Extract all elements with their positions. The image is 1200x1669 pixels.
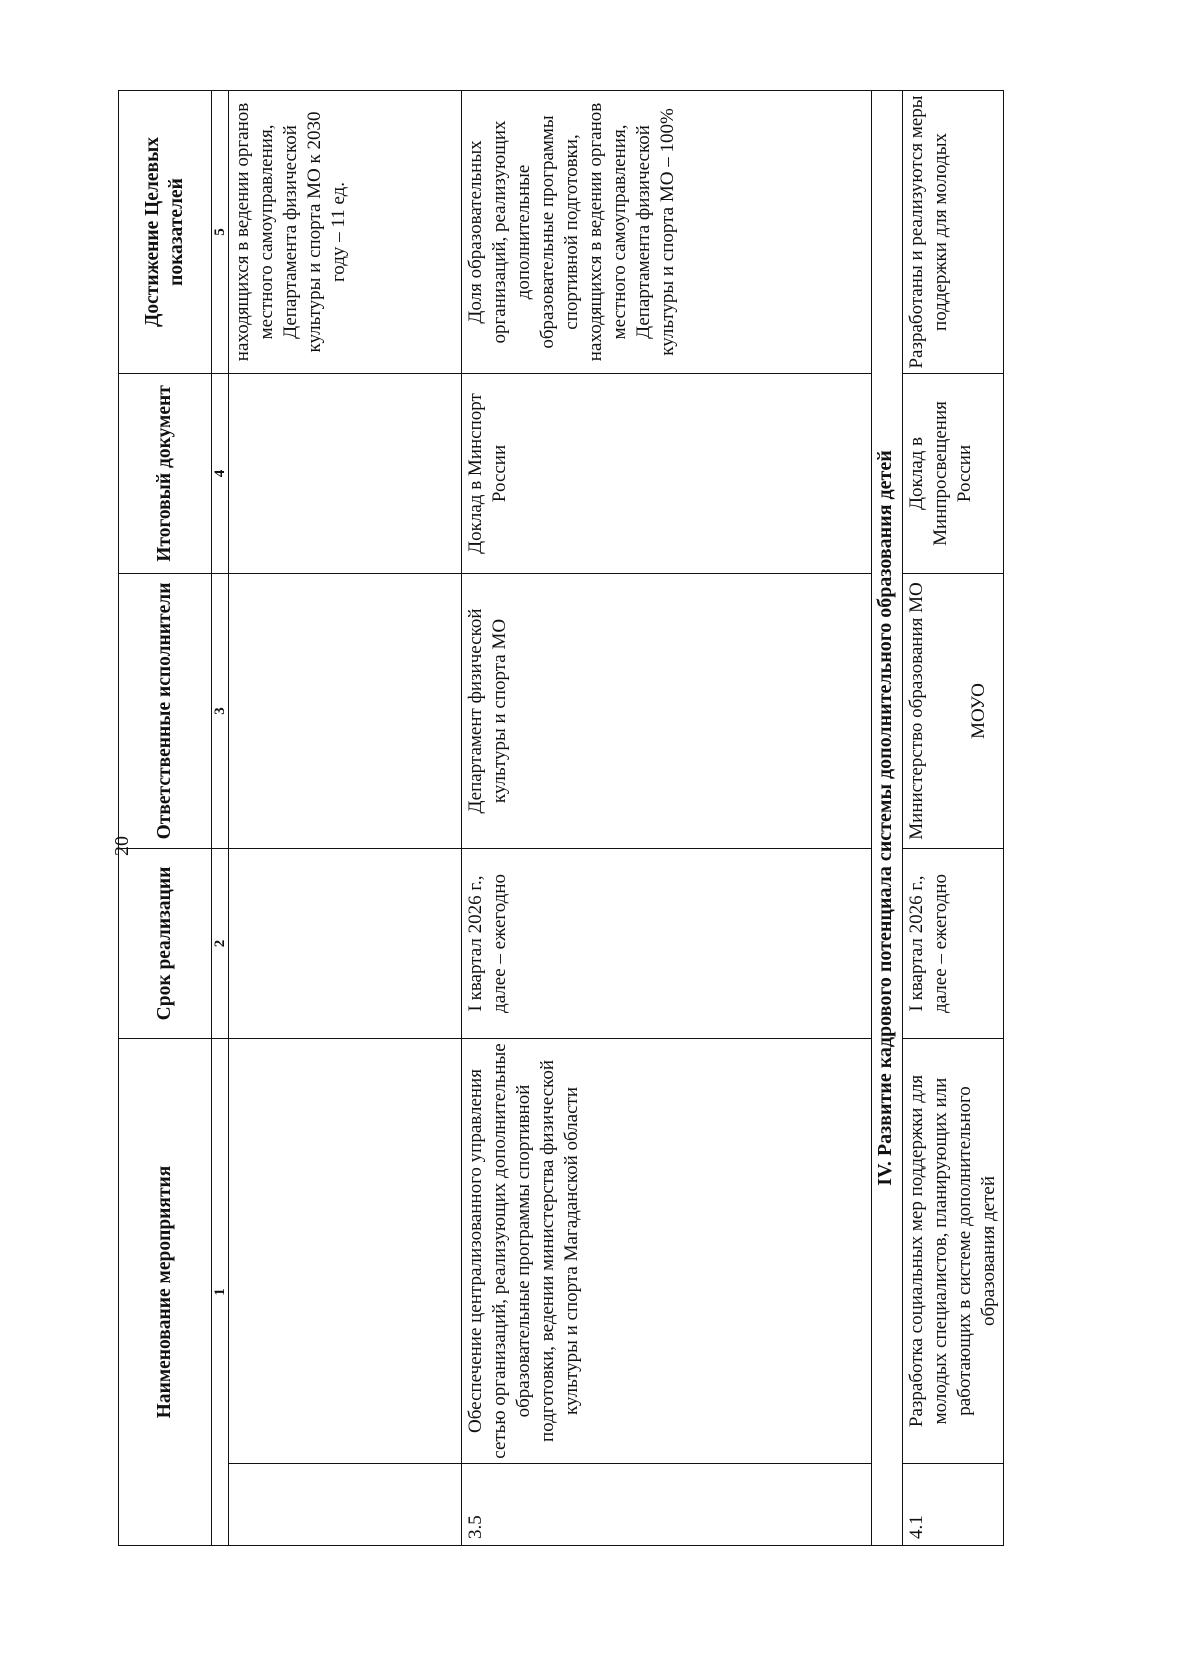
- row-number-cell: [229, 1464, 462, 1546]
- achievement-cell: Доля образовательных организаций, реализующих дополнительные образовательные программы спортивной подготовки, находящихся в ведении органов местного самоуправления, Департамента физической культуры и спорта МО – 100%: [462, 90, 872, 373]
- executors-cell: [229, 573, 462, 848]
- header-achievement: Достижение Целевых показателей: [119, 90, 212, 373]
- term-cell: I квартал 2026 г., далее – ежегодно: [462, 848, 872, 1038]
- section-header-row: [872, 90, 903, 1545]
- document-cell: Доклад в Минпросвещения России: [903, 373, 1004, 573]
- term-cell: [229, 848, 462, 1038]
- column-number-row: [212, 90, 229, 1545]
- section-title: IV. Развитие кадрового потенциала системы дополнительного образования детей: [872, 90, 903, 1545]
- executors-cell: Департамент физической культуры и спорта МО: [462, 573, 872, 848]
- executor-ministry: Министерство образования МО: [906, 582, 927, 840]
- header-name: Наименование мероприятия: [119, 1038, 212, 1545]
- column-number: 4: [212, 373, 229, 573]
- column-number: 1: [212, 1038, 229, 1545]
- activity-table: [118, 90, 1004, 1546]
- table-header-row: [119, 90, 212, 1545]
- name-cell: [229, 1038, 462, 1463]
- header-term: Срок реализации: [119, 848, 212, 1038]
- executors-cell: [903, 573, 1004, 848]
- document-cell: [229, 373, 462, 573]
- page-number: 20: [111, 836, 133, 856]
- header-document: Итоговый документ: [119, 373, 212, 573]
- achievement-cell: находящихся в ведении органов местного самоуправления, Департамента физической культуры и спорта МО к 2030 году – 11 ед.: [229, 90, 462, 373]
- table-row: [229, 90, 462, 1545]
- term-cell: I квартал 2026 г., далее – ежегодно: [903, 848, 1004, 1038]
- header-executors: Ответственные исполнители: [119, 573, 212, 848]
- row-number-cell: 4.1: [903, 1464, 1004, 1546]
- column-number: 2: [212, 848, 229, 1038]
- document-cell: Доклад в Минспорт России: [462, 373, 872, 573]
- activity-table-sheet: [118, 91, 1048, 1546]
- table-row: [903, 90, 1004, 1545]
- achievement-cell: Разработаны и реализуются меры поддержки для молодых: [903, 90, 1004, 373]
- table-row: [462, 90, 872, 1545]
- executor-mouo: МОУО: [968, 683, 989, 739]
- row-number-cell: 3.5: [462, 1464, 872, 1546]
- name-cell: Обеспечение централизованного управления сетью организаций, реализующих дополнительные образовательные программы спортивной подготовки, ведении министерства физической культуры и спорта Магаданской области: [462, 1038, 872, 1463]
- name-cell: Разработка социальных мер поддержки для молодых специалистов, планирующих или работающих в системе дополнительного образования детей: [903, 1038, 1004, 1463]
- column-number: 3: [212, 573, 229, 848]
- column-number: 5: [212, 90, 229, 373]
